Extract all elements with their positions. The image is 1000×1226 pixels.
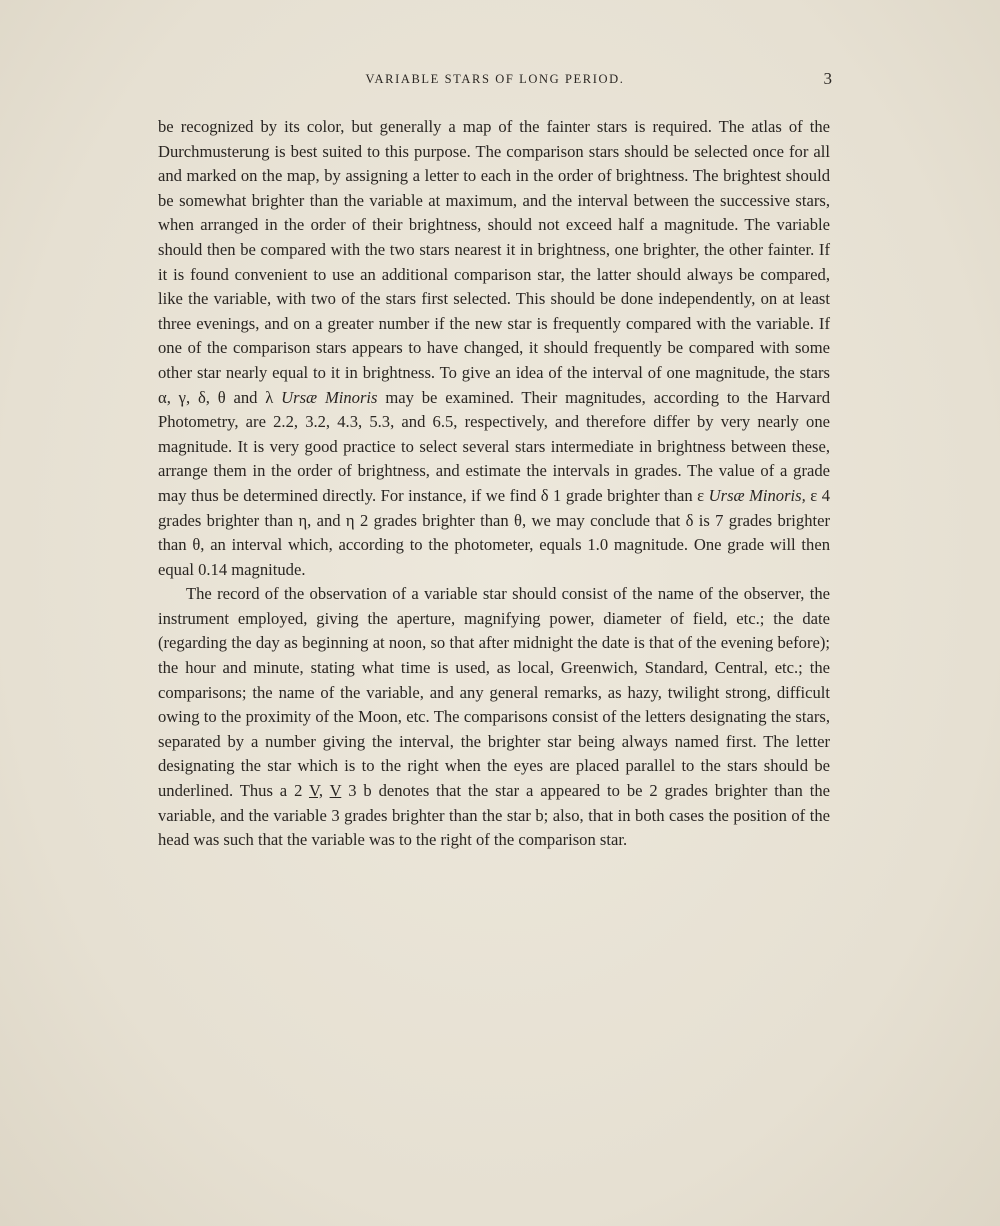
paragraph-1-text-c: ε 4 grades brighter than η, and η 2 grades brighter than θ, we may conclude that δ is 7 grades brighter than θ, an interval which, according to the photometer, equals 1.0 magnitude. One grade will then equal 0.14 magnitude. [158, 485, 831, 579]
body-text [158, 115, 830, 853]
running-title: VARIABLE STARS OF LONG PERIOD. [365, 72, 625, 86]
running-head [158, 69, 832, 96]
paragraph-1-italic-1: Ursæ Minoris [281, 387, 378, 407]
paragraph-2-text-a: The record of the observation of a variable star should consist of the name of the observer, the instrument employed, giving the aperture, magnifying power, diameter of field, etc.; the date (regarding the day as beginning at noon, so that after midnight the date is that of the evening before); the hour and minute, stating what time is used, as local, Greenwich, Standard, Central, etc.; the comparisons; the name of the variable, and any general remarks, as hazy, twilight strong, difficult owing to the proximity of the Moon, etc. The comparisons consist of the letters designating the stars, separated by a number giving the interval, the brighter star being always named first. The letter designating the star which is to the right when the eyes are placed parallel to the stars should be underlined. Thus a 2 [158, 584, 830, 801]
paragraph-1-text-a: be recognized by its color, but generally a map of the fainter stars is required. The atlas of the Durchmusterung is best suited to this purpose. The comparison stars should be selected once for all and marked on the map, by assigning a letter to each in the order of brightness. The brightest should be somewhat brighter than the variable at maximum, and the interval between the successive stars, when arranged in the order of their brightness, should not exceed half a magnitude. The variable should then be compared with the two stars nearest it in brightness, one brighter, the other fainter. If it is found convenient to use an additional comparison star, the latter should always be compared, like the variable, with two of the stars first selected. This should be done independently, on at least three evenings, and on a greater number if the new star is frequently compared with the variable. If one of the comparison stars appears to have changed, it should frequently be compared with some other star nearly equal to it in brightness. To give an idea of the interval of one magnitude, the stars α, γ, δ, θ and λ [158, 117, 830, 407]
paragraph-2-text-b: 3 b denotes that the star a appeared to be 2 grades brighter than the variable, and the variable 3 grades brighter than the star b; also, that in both cases the position of the head was such that the variable was to the right of the comparison star. [158, 781, 830, 850]
paragraph-2 [158, 582, 830, 853]
paragraph-2-underlined-v2: V [329, 781, 342, 801]
paragraph-1 [158, 115, 830, 582]
page-number: 3 [823, 69, 832, 88]
paragraph-1-text-b: may be examined. Their magnitudes, according to the Harvard Photometry, are 2.2, 3.2, 4.3, 5.3, and 6.5, respectively, and therefore differ by very nearly one magnitude. It is very good practice to select several stars intermediate in brightness between these, arrange them in the order of brightness, and estimate the intervals in grades. The value of a grade may thus be determined directly. For instance, if we find δ 1 grade brighter than ε [158, 387, 830, 505]
paragraph-1-italic-2: Ursæ Minoris, [708, 485, 806, 505]
paragraph-2-underlined-v1: V, [308, 781, 323, 801]
